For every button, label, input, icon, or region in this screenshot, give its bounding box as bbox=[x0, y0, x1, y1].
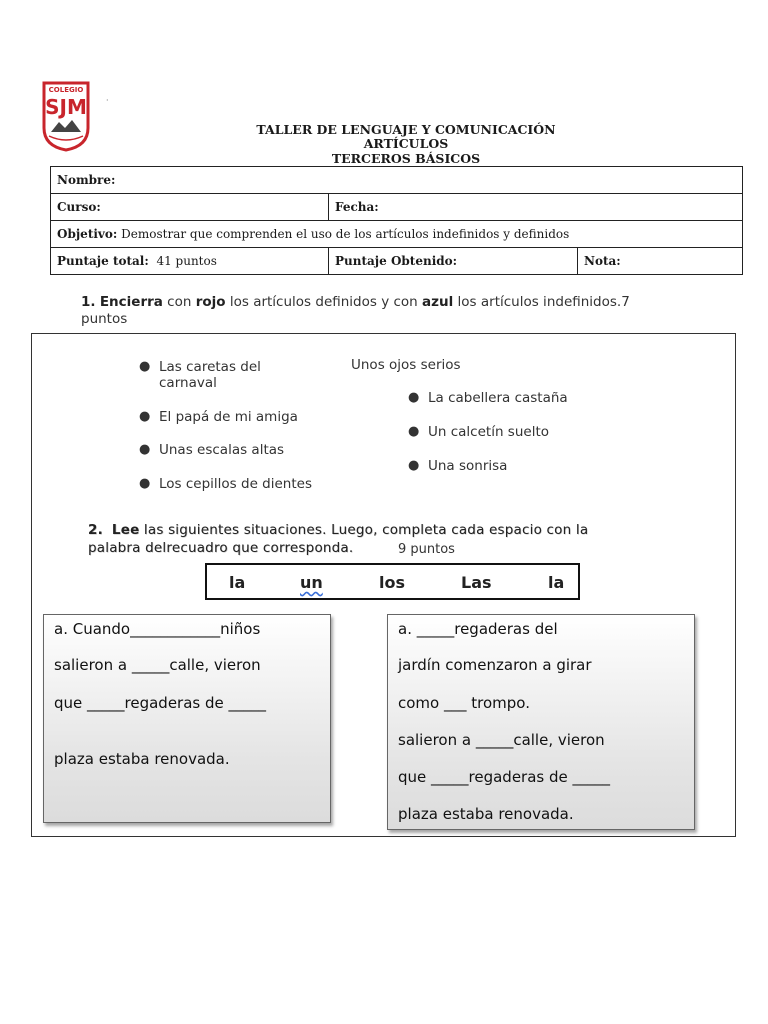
exercise-line[interactable]: a. _____regaderas del bbox=[398, 620, 558, 638]
puntaje-total-value: 41 puntos bbox=[156, 254, 217, 268]
bullet-dot: ● bbox=[139, 359, 151, 374]
q1-text: los artículos definidos y con bbox=[229, 294, 418, 310]
list-item[interactable] bbox=[139, 409, 298, 425]
exercise-line[interactable]: que _____regaderas de _____ bbox=[54, 694, 267, 712]
logo-main-text: SJM bbox=[45, 95, 87, 119]
list-item[interactable] bbox=[408, 458, 508, 474]
logo-small-text: COLEGIO bbox=[48, 86, 84, 94]
list-item-plain[interactable]: Unos ojos serios bbox=[351, 357, 461, 373]
objetivo-label: Objetivo: bbox=[57, 227, 118, 241]
objetivo-row bbox=[51, 221, 743, 248]
worksheet-subtitle: ARTÍCULOS bbox=[363, 136, 449, 151]
fecha-label: Fecha: bbox=[335, 200, 379, 214]
student-info-table bbox=[50, 166, 743, 275]
list-item-text: carnaval bbox=[159, 375, 217, 391]
q1-text: con bbox=[167, 294, 192, 310]
bullet-dot: ● bbox=[408, 390, 420, 405]
nota-label: Nota: bbox=[584, 254, 621, 268]
q1-word-rojo: rojo bbox=[195, 294, 226, 310]
word-bank-item[interactable]: la bbox=[548, 573, 565, 592]
list-item[interactable] bbox=[139, 476, 312, 492]
puntaje-total-label: Puntaje total: bbox=[57, 254, 149, 268]
puntaje-obtenido-label: Puntaje Obtenido: bbox=[335, 254, 458, 268]
word-bank-item[interactable]: la bbox=[229, 573, 246, 592]
q1-text: los artículos indefinidos.7 bbox=[457, 294, 630, 310]
question-2-number: 2. bbox=[88, 522, 103, 538]
exercise-card-left bbox=[43, 614, 331, 823]
curso-label: Curso: bbox=[57, 200, 101, 214]
exercise-line[interactable]: salieron a _____calle, vieron bbox=[398, 731, 605, 749]
exercise-line[interactable]: plaza estaba renovada. bbox=[54, 750, 230, 768]
bullet-dot: ● bbox=[408, 458, 420, 473]
list-item-text: Una sonrisa bbox=[428, 458, 508, 474]
curso-field[interactable] bbox=[51, 194, 329, 221]
nombre-field[interactable] bbox=[51, 167, 743, 194]
exercise-line[interactable]: plaza estaba renovada. bbox=[398, 805, 574, 823]
list-item-text: Las caretas del bbox=[159, 359, 261, 375]
word-bank-item[interactable]: Las bbox=[461, 573, 492, 592]
list-item[interactable] bbox=[139, 359, 261, 391]
exercise-line[interactable]: salieron a _____calle, vieron bbox=[54, 656, 261, 674]
bullet-dot: ● bbox=[139, 409, 151, 424]
q2-word-lee: Lee bbox=[111, 522, 140, 538]
question-1-number: 1. bbox=[81, 294, 96, 310]
exercise-card-right bbox=[387, 614, 695, 830]
word-bank-item[interactable]: los bbox=[379, 573, 405, 592]
q1-word-encierra: Encierra bbox=[99, 294, 163, 310]
list-item[interactable] bbox=[408, 390, 568, 406]
q2-text: palabra delrecuadro que corresponda. bbox=[88, 540, 354, 556]
exercise-line[interactable]: jardín comenzaron a girar bbox=[398, 656, 592, 674]
nota-field[interactable] bbox=[578, 248, 743, 275]
worksheet-title: TALLER DE LENGUAJE Y COMUNICACIÓN bbox=[256, 122, 556, 137]
question-2-instructions bbox=[88, 521, 648, 557]
word-bank-item[interactable]: un bbox=[300, 573, 323, 592]
list-item[interactable] bbox=[139, 442, 285, 458]
q1-word-azul: azul bbox=[422, 294, 454, 310]
objetivo-text: Demostrar que comprenden el uso de los artículos indefinidos y definidos bbox=[121, 227, 570, 241]
q2-text: las siguientes situaciones. Luego, completa cada espacio con la bbox=[143, 522, 589, 538]
list-item-text: Los cepillos de dientes bbox=[159, 476, 312, 492]
puntaje-obtenido-field[interactable] bbox=[329, 248, 578, 275]
q1-text: puntos bbox=[81, 311, 128, 327]
list-item-text: El papá de mi amiga bbox=[159, 409, 298, 425]
bullet-dot: ● bbox=[139, 442, 151, 457]
word-bank-box bbox=[205, 563, 580, 600]
nombre-label: Nombre: bbox=[57, 173, 116, 187]
exercise-line[interactable]: como ___ trompo. bbox=[398, 694, 530, 712]
question-2-points: 9 puntos bbox=[398, 542, 455, 557]
fecha-field[interactable] bbox=[329, 194, 743, 221]
stray-dot: · bbox=[106, 96, 109, 105]
bullet-dot: ● bbox=[408, 424, 420, 439]
list-item[interactable] bbox=[408, 424, 549, 440]
question-1-instructions bbox=[81, 294, 721, 328]
puntaje-total-cell bbox=[51, 248, 329, 275]
list-item-text: Unas escalas altas bbox=[159, 442, 285, 458]
worksheet-grade: TERCEROS BÁSICOS bbox=[331, 151, 481, 166]
list-item-text: Un calcetín suelto bbox=[428, 424, 549, 440]
bullet-dot: ● bbox=[139, 476, 151, 491]
list-item-text: La cabellera castaña bbox=[428, 390, 568, 406]
exercise-line[interactable]: a. Cuando____________niños bbox=[54, 620, 261, 638]
exercise-line[interactable]: que _____regaderas de _____ bbox=[398, 768, 611, 786]
